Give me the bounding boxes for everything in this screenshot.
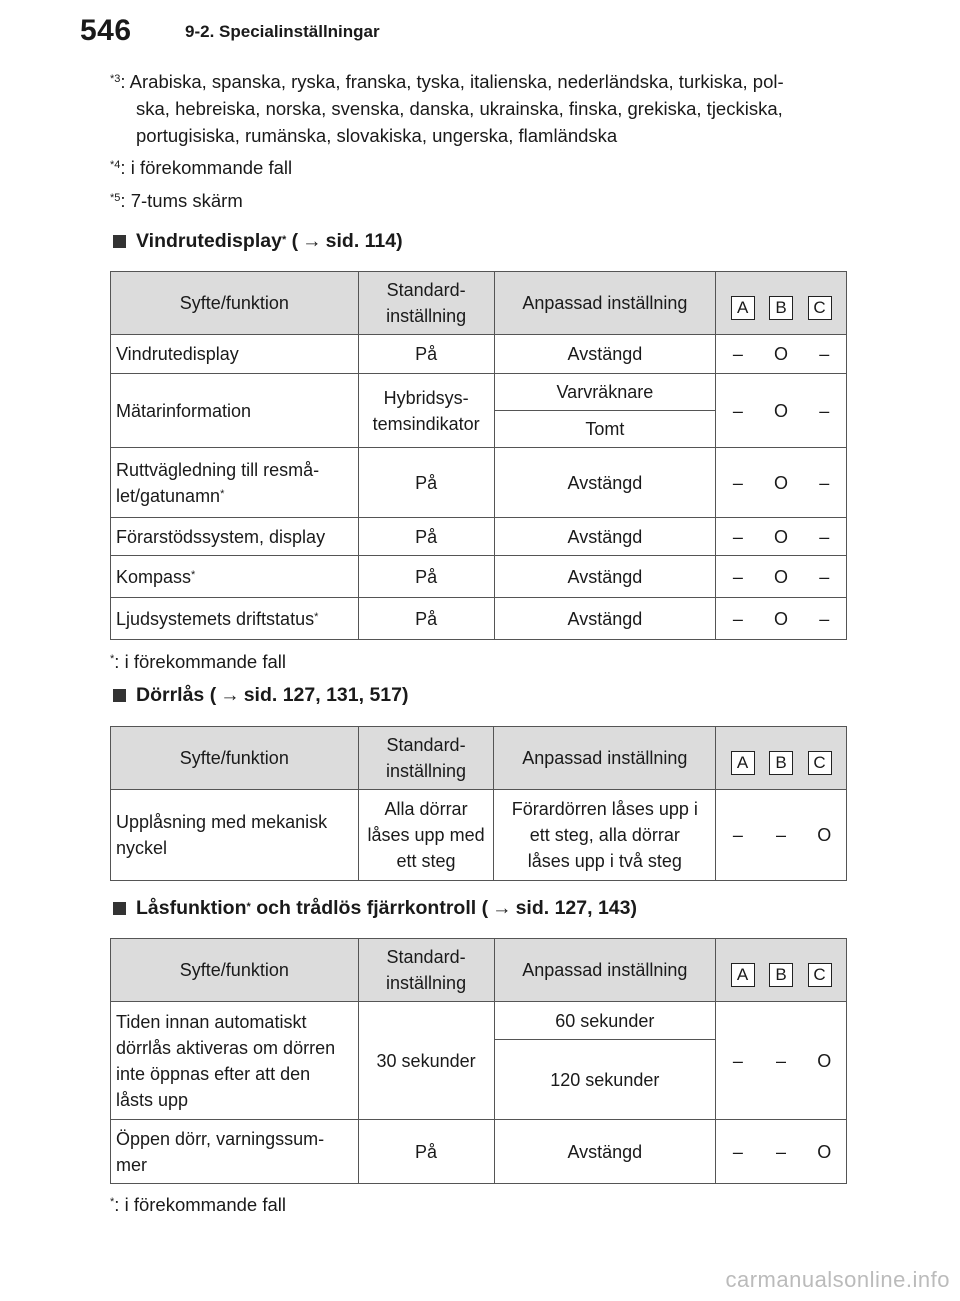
- cell-purpose: Tiden innan automatiskt dörrlås aktiveras om dörren inte öppnas efter att den låsts upp: [111, 1002, 359, 1120]
- col-header-purpose: Syfte/funktion: [111, 939, 359, 1002]
- footnote-mark: *: [110, 653, 115, 665]
- cell-a: –: [716, 374, 760, 448]
- cell-b: O: [760, 518, 803, 556]
- arrow-right-icon: →: [492, 897, 512, 919]
- cell-c: –: [803, 598, 847, 640]
- settings-table-door-locks: [110, 726, 847, 881]
- arrow-right-icon: →: [220, 684, 240, 706]
- cell-purpose: Ljudsystemets driftstatus*: [111, 598, 359, 640]
- cell-purpose: Ruttvägledning till resmå- let/gatunamn*: [111, 448, 359, 518]
- table-row: [111, 1120, 847, 1184]
- footnote-mark: *4: [110, 159, 121, 171]
- section-title: 9-2. Specialinställningar: [185, 22, 380, 41]
- cell-custom: Avstängd: [494, 556, 716, 598]
- cell-purpose: Kompass*: [111, 556, 359, 598]
- cell-b: O: [760, 448, 803, 518]
- cell-standard: På: [358, 518, 494, 556]
- cell-a: –: [716, 598, 760, 640]
- footnote-3: $^{*3}$: Arabiska, spanska, ryska, franska, tyska, italienska, nederländska, turkiska, pol- ska, hebreiska, norska, svenska, danska, ukrainska, finska, grekiska, tjeckiska, portugisiska, rumänska, slovakiska, ungerska, flamländska: [110, 68, 784, 149]
- cell-standard: 30 sekunder: [358, 1002, 494, 1120]
- section-heading-hud: Vindrutedisplay * ( → sid. 114 ): [113, 230, 403, 253]
- cell-c: –: [803, 556, 847, 598]
- cell-a: –: [716, 1002, 760, 1120]
- table-row: [111, 518, 847, 556]
- cell-b: O: [760, 335, 803, 374]
- cell-a: –: [716, 518, 760, 556]
- cell-a: –: [716, 448, 760, 518]
- letter-box-c: C: [808, 963, 832, 987]
- cell-purpose: Förarstödssystem, display: [111, 518, 359, 556]
- square-bullet-icon: [113, 235, 126, 248]
- cell-custom: Avstängd: [494, 1120, 716, 1184]
- letter-box-a: A: [731, 296, 755, 320]
- table-row: [111, 448, 847, 518]
- page-reference-link[interactable]: sid. 127, 143): [515, 897, 637, 919]
- table-row: [111, 374, 847, 411]
- cell-b: –: [760, 1002, 803, 1120]
- col-header-abc: [716, 727, 847, 790]
- cell-c: –: [803, 335, 847, 374]
- col-header-abc: [716, 272, 847, 335]
- watermark: carmanualsonline.info: [725, 1267, 950, 1292]
- section-heading-lock-function: [113, 897, 637, 920]
- heading-text: och trådlös fjärrkontroll (: [256, 897, 489, 919]
- cell-purpose: Öppen dörr, varningssum- mer: [111, 1120, 359, 1184]
- footnote-line: i förekommande fall: [130, 157, 293, 178]
- heading-text: Dörrlås (: [136, 684, 217, 706]
- page-number: 546: [80, 14, 132, 47]
- footnote-line: 7-tums skärm: [130, 190, 243, 211]
- letter-box-c: C: [808, 296, 832, 320]
- col-header-purpose: Syfte/funktion: [111, 727, 359, 790]
- heading-star: *: [246, 900, 251, 913]
- cell-standard: På: [358, 556, 494, 598]
- col-header-abc: [716, 939, 847, 1002]
- table-header-row: [111, 272, 847, 335]
- col-header-custom: Anpassad inställning: [494, 939, 716, 1002]
- heading-text: Vindrutedisplay: [136, 230, 282, 252]
- heading-star: *: [281, 233, 287, 246]
- cell-purpose: Vindrutedisplay: [111, 335, 359, 374]
- col-header-custom: Anpassad inställning: [494, 727, 716, 790]
- table-row: [111, 598, 847, 640]
- col-header-custom: Anpassad inställning: [494, 272, 716, 335]
- cell-b: –: [760, 1120, 803, 1184]
- cell-a: –: [716, 790, 760, 881]
- section-heading-door-locks: [113, 684, 408, 707]
- arrow-right-icon: →: [302, 230, 322, 252]
- table-footnote: *: i förekommande fall: [110, 1194, 286, 1215]
- table-header-row: [111, 939, 847, 1002]
- cell-custom: Avstängd: [494, 518, 716, 556]
- settings-table-lock-function: [110, 938, 847, 1184]
- cell-standard: På: [358, 598, 494, 640]
- cell-b: O: [760, 598, 803, 640]
- square-bullet-icon: [113, 689, 126, 702]
- footnote-mark: *3: [110, 73, 121, 85]
- cell-standard: Alla dörrar låses upp med ett steg: [358, 790, 494, 881]
- cell-standard: På: [358, 448, 494, 518]
- cell-purpose: Upplåsning med mekanisk nyckel: [111, 790, 359, 881]
- cell-b: –: [760, 790, 803, 881]
- letter-box-a: A: [731, 751, 755, 775]
- cell-a: –: [716, 556, 760, 598]
- letter-box-b: B: [769, 963, 793, 987]
- table-row: [111, 556, 847, 598]
- letter-box-c: C: [808, 751, 832, 775]
- cell-b: O: [760, 556, 803, 598]
- table-row: [111, 1002, 847, 1040]
- cell-custom: Varvräknare: [494, 374, 716, 411]
- letter-box-b: B: [769, 751, 793, 775]
- col-header-standard: Standard- inställning: [358, 272, 494, 335]
- table-row: [111, 335, 847, 374]
- footnote-4: $^{*4}$: i förekommande fall: [110, 157, 293, 178]
- table-footnote: *: i förekommande fall: [110, 651, 286, 672]
- cell-standard: Hybridsys- temsindikator: [358, 374, 494, 448]
- table-row: [111, 790, 847, 881]
- cell-standard: På: [358, 1120, 494, 1184]
- square-bullet-icon: [113, 902, 126, 915]
- cell-custom: Förardörren låses upp i ett steg, alla dörrar låses upp i två steg: [494, 790, 716, 881]
- cell-c: –: [803, 448, 847, 518]
- footnote-5: $^{*5}$: 7-tums skärm: [110, 190, 243, 211]
- cell-a: –: [716, 1120, 760, 1184]
- cell-custom: Avstängd: [494, 448, 716, 518]
- col-header-purpose: Syfte/funktion: [111, 272, 359, 335]
- cell-a: –: [716, 335, 760, 374]
- footnote-mark: *: [110, 1196, 115, 1208]
- cell-c: O: [803, 790, 847, 881]
- footnote-mark: *5: [110, 192, 121, 204]
- letter-box-b: B: [769, 296, 793, 320]
- footnote-line: ska, hebreiska, norska, svenska, danska, ukrainska, finska, grekiska, tjeckiska,: [136, 98, 783, 119]
- page-reference-link[interactable]: sid. 127, 131, 517): [243, 684, 409, 706]
- cell-b: O: [760, 374, 803, 448]
- cell-c: O: [803, 1120, 847, 1184]
- cell-purpose: Mätarinformation: [111, 374, 359, 448]
- col-header-standard: Standard- inställning: [358, 939, 494, 1002]
- cell-standard: På: [358, 335, 494, 374]
- footnote-line: portugisiska, rumänska, slovakiska, ungerska, flamländska: [136, 125, 618, 146]
- letter-box-a: A: [731, 963, 755, 987]
- cell-custom: 60 sekunder: [494, 1002, 716, 1040]
- page-reference-link[interactable]: sid. 114: [325, 230, 397, 252]
- cell-custom: Avstängd: [494, 335, 716, 374]
- cell-custom: Tomt: [494, 411, 716, 448]
- cell-c: –: [803, 374, 847, 448]
- col-header-standard: Standard- inställning: [358, 727, 494, 790]
- cell-custom: 120 sekunder: [494, 1040, 716, 1120]
- footnote-line: Arabiska, spanska, ryska, franska, tyska, italienska, nederländska, turkiska, pol-: [129, 71, 784, 92]
- cell-c: O: [803, 1002, 847, 1120]
- heading-text: Låsfunktion: [136, 897, 247, 919]
- cell-c: –: [803, 518, 847, 556]
- settings-table-hud: [110, 271, 847, 640]
- table-header-row: [111, 727, 847, 790]
- cell-custom: Avstängd: [494, 598, 716, 640]
